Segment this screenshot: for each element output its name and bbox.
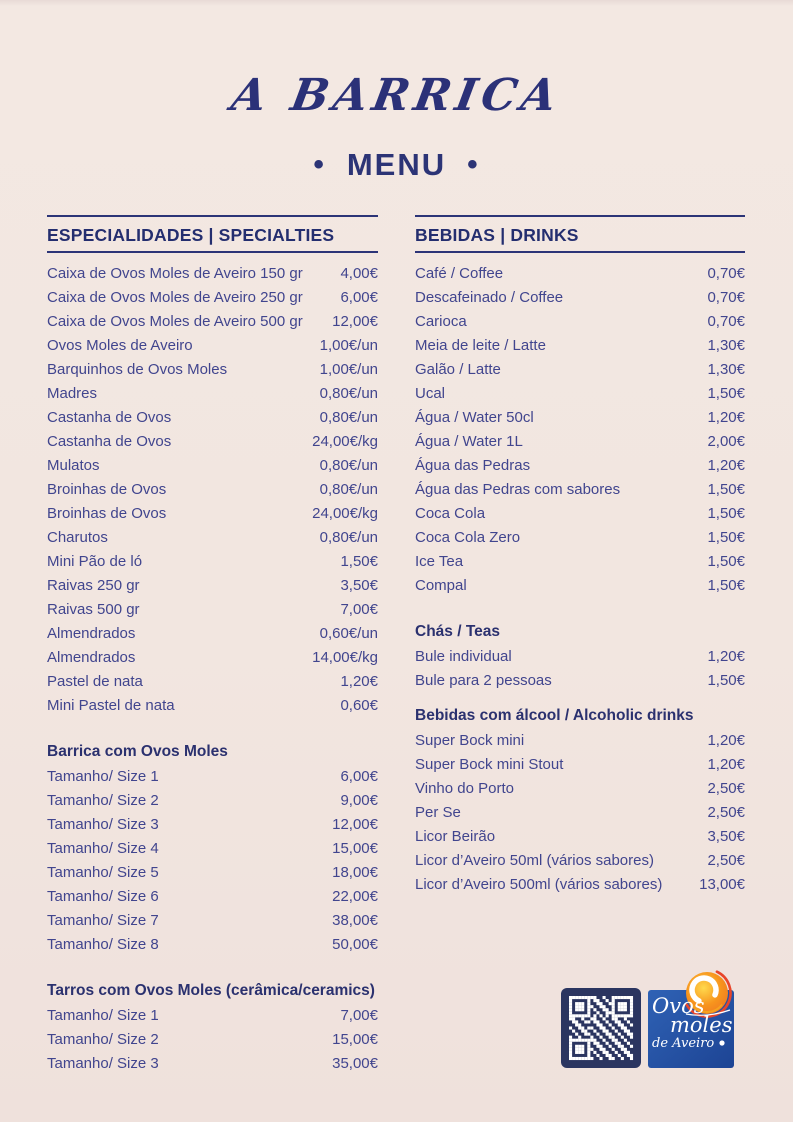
menu-item-row [415, 848, 745, 872]
item-name: Mini Pastel de nata [47, 696, 175, 714]
item-name: Tamanho/ Size 6 [47, 887, 159, 905]
item-price: 7,00€ [340, 1006, 378, 1024]
menu-item-row [415, 728, 745, 752]
item-price: 0,80€/un [319, 528, 378, 546]
item-price: 4,00€ [340, 264, 378, 282]
menu-item-row [47, 357, 378, 381]
menu-label: MENU [346, 147, 447, 182]
drinks-header: BEBIDAS | DRINKS [415, 225, 579, 245]
item-price: 0,70€ [707, 288, 745, 306]
item-name: Meia de leite / Latte [415, 336, 546, 354]
item-name: Mini Pão de ló [47, 552, 143, 570]
item-price: 0,80€/un [319, 456, 378, 474]
menu-item-row [415, 405, 745, 429]
item-price: 1,50€ [707, 671, 745, 689]
item-price: 1,20€ [707, 755, 745, 773]
menu-item-row [47, 597, 378, 621]
qr-code [561, 988, 641, 1068]
section-subheader: Tarros com Ovos Moles (cerâmica/ceramics) [47, 982, 375, 999]
item-name: Raivas 500 gr [47, 600, 140, 618]
item-price: 1,50€ [707, 528, 745, 546]
menu-item-row [47, 764, 378, 788]
section-subheader: Chás / Teas [415, 623, 501, 640]
item-price: 24,00€/kg [312, 432, 378, 450]
specialties-header: ESPECIALIDADES | SPECIALTIES [47, 225, 335, 245]
item-price: 1,50€ [707, 576, 745, 594]
item-price: 1,50€ [707, 480, 745, 498]
item-price: 1,50€ [707, 384, 745, 402]
menu-item-row [47, 477, 378, 501]
item-name: Raivas 250 gr [47, 576, 140, 594]
item-name: Almendrados [47, 648, 136, 666]
item-price: 1,20€ [707, 408, 745, 426]
item-price: 1,50€ [707, 552, 745, 570]
menu-item-row [47, 573, 378, 597]
menu-item-row [415, 549, 745, 573]
logo-line2: moles [670, 1013, 733, 1037]
item-price: 13,00€ [699, 875, 745, 893]
logo-line1: Ovos [652, 994, 705, 1018]
menu-item-row [47, 1003, 378, 1027]
divider [415, 251, 745, 253]
item-price: 0,60€ [340, 696, 378, 714]
item-price: 0,80€/un [319, 384, 378, 402]
menu-item-row [415, 381, 745, 405]
item-name: Licor Beirão [415, 827, 496, 845]
item-name: Tamanho/ Size 8 [47, 935, 159, 953]
item-price: 7,00€ [340, 600, 378, 618]
item-price: 35,00€ [332, 1054, 378, 1072]
menu-item-row [47, 645, 378, 669]
item-name: Descafeinado / Coffee [415, 288, 564, 306]
item-name: Ice Tea [415, 552, 464, 570]
logo-line3: de Aveiro [652, 1036, 715, 1051]
menu-item-row [47, 836, 378, 860]
item-name: Almendrados [47, 624, 136, 642]
item-price: 0,80€/un [319, 480, 378, 498]
item-name: Ovos Moles de Aveiro [47, 336, 193, 354]
item-price: 24,00€/kg [312, 504, 378, 522]
item-price: 50,00€ [332, 935, 378, 953]
item-name: Caixa de Ovos Moles de Aveiro 500 gr [47, 312, 303, 330]
menu-item-row [415, 453, 745, 477]
item-name: Café / Coffee [415, 264, 504, 282]
item-price: 3,50€ [707, 827, 745, 845]
menu-item-row [47, 1051, 378, 1075]
item-price: 2,00€ [707, 432, 745, 450]
menu-section [415, 261, 745, 597]
menu-item-row [415, 800, 745, 824]
item-name: Barquinhos de Ovos Moles [47, 360, 228, 378]
menu-item-row [47, 669, 378, 693]
ovos-moles-de-aveiro-logo [645, 969, 749, 1072]
section-subheader: Bebidas com álcool / Alcoholic drinks [415, 707, 694, 724]
item-name: Coca Cola Zero [415, 528, 521, 546]
item-price: 15,00€ [332, 1030, 378, 1048]
menu-item-row [415, 357, 745, 381]
item-name: Tamanho/ Size 4 [47, 839, 159, 857]
menu-item-row [47, 693, 378, 717]
item-name: Compal [415, 576, 467, 594]
item-name: Caixa de Ovos Moles de Aveiro 150 gr [47, 264, 303, 282]
item-name: Tamanho/ Size 1 [47, 1006, 159, 1024]
item-name: Água das Pedras com sabores [415, 480, 621, 498]
item-price: 1,30€ [707, 336, 745, 354]
menu-item-row [47, 381, 378, 405]
item-name: Bule individual [415, 647, 512, 665]
item-price: 6,00€ [340, 288, 378, 306]
menu-section [415, 620, 745, 692]
menu-item-row [47, 860, 378, 884]
item-name: Charutos [47, 528, 108, 546]
specialties-column [47, 215, 378, 1075]
item-name: Tamanho/ Size 3 [47, 815, 159, 833]
menu-section [47, 740, 378, 956]
menu-item-row [47, 884, 378, 908]
item-price: 0,70€ [707, 264, 745, 282]
item-name: Licor d’Aveiro 50ml (vários sabores) [415, 851, 654, 869]
menu-section [47, 261, 378, 717]
item-price: 1,00€/un [319, 360, 378, 378]
menu-item-row [47, 621, 378, 645]
menu-item-row [47, 285, 378, 309]
item-name: Água / Water 50cl [415, 408, 534, 426]
item-name: Galão / Latte [415, 360, 501, 378]
item-name: Super Bock mini [415, 731, 525, 749]
menu-item-row [47, 812, 378, 836]
item-price: 2,50€ [707, 803, 745, 821]
item-price: 1,50€ [707, 504, 745, 522]
menu-item-row [47, 932, 378, 956]
menu-item-row [47, 501, 378, 525]
item-price: 0,60€/un [319, 624, 378, 642]
drinks-section-list [415, 261, 745, 896]
divider [415, 215, 745, 217]
item-price: 1,20€ [707, 456, 745, 474]
menu-item-row [415, 752, 745, 776]
menu-item-row [415, 668, 745, 692]
item-name: Água das Pedras [415, 456, 531, 474]
logo-dot-icon [719, 1040, 724, 1045]
item-name: Vinho do Porto [415, 779, 514, 797]
menu-item-row [47, 429, 378, 453]
page-title: A BARRICA [227, 70, 566, 121]
item-name: Castanha de Ovos [47, 408, 172, 426]
menu-item-row [47, 309, 378, 333]
menu-item-row [47, 333, 378, 357]
item-price: 12,00€ [332, 312, 378, 330]
item-price: 38,00€ [332, 911, 378, 929]
item-price: 1,00€/un [319, 336, 378, 354]
item-price: 1,30€ [707, 360, 745, 378]
item-price: 18,00€ [332, 863, 378, 881]
item-name: Tamanho/ Size 7 [47, 911, 159, 929]
item-price: 14,00€/kg [312, 648, 378, 666]
item-price: 0,80€/un [319, 408, 378, 426]
menu-item-row [47, 1027, 378, 1051]
item-name: Tamanho/ Size 2 [47, 1030, 159, 1048]
menu-item-row [415, 501, 745, 525]
item-name: Ucal [415, 384, 446, 402]
item-price: 3,50€ [340, 576, 378, 594]
item-price: 1,20€ [707, 647, 745, 665]
item-name: Tamanho/ Size 3 [47, 1054, 159, 1072]
item-price: 6,00€ [340, 767, 378, 785]
menu-item-row [47, 261, 378, 285]
menu-item-row [415, 309, 745, 333]
bullet-icon: • [313, 148, 326, 181]
item-name: Coca Cola [415, 504, 486, 522]
item-name: Super Bock mini Stout [415, 755, 564, 773]
menu-item-row [415, 477, 745, 501]
item-name: Broinhas de Ovos [47, 480, 167, 498]
item-name: Tamanho/ Size 2 [47, 791, 159, 809]
item-name: Mulatos [47, 456, 100, 474]
item-price: 0,70€ [707, 312, 745, 330]
menu-item-row [47, 525, 378, 549]
menu-item-row [47, 788, 378, 812]
drinks-column [415, 215, 745, 896]
item-price: 1,20€ [707, 731, 745, 749]
item-price: 12,00€ [332, 815, 378, 833]
divider [47, 215, 378, 217]
item-name: Bule para 2 pessoas [415, 671, 552, 689]
menu-item-row [415, 872, 745, 896]
menu-item-row [47, 453, 378, 477]
item-name: Água / Water 1L [415, 432, 523, 450]
menu-section [47, 979, 378, 1075]
item-price: 1,20€ [340, 672, 378, 690]
menu-section [415, 704, 745, 896]
menu-item-row [415, 644, 745, 668]
menu-item-row [415, 573, 745, 597]
menu-item-row [415, 333, 745, 357]
item-price: 2,50€ [707, 851, 745, 869]
menu-item-row [415, 824, 745, 848]
item-name: Tamanho/ Size 5 [47, 863, 159, 881]
item-name: Pastel de nata [47, 672, 143, 690]
section-subheader: Barrica com Ovos Moles [47, 743, 228, 760]
item-name: Carioca [415, 312, 467, 330]
menu-item-row [415, 285, 745, 309]
bullet-icon: • [467, 148, 480, 181]
menu-item-row [47, 908, 378, 932]
item-name: Caixa de Ovos Moles de Aveiro 250 gr [47, 288, 303, 306]
item-name: Tamanho/ Size 1 [47, 767, 159, 785]
item-name: Castanha de Ovos [47, 432, 172, 450]
item-price: 2,50€ [707, 779, 745, 797]
item-name: Licor d’Aveiro 500ml (vários sabores) [415, 875, 663, 893]
menu-subtitle [0, 147, 793, 183]
menu-item-row [415, 525, 745, 549]
item-price: 15,00€ [332, 839, 378, 857]
menu-item-row [415, 261, 745, 285]
menu-item-row [415, 776, 745, 800]
item-price: 22,00€ [332, 887, 378, 905]
menu-item-row [47, 549, 378, 573]
menu-item-row [415, 429, 745, 453]
specialties-section-list [47, 261, 378, 1075]
divider [47, 251, 378, 253]
item-price: 9,00€ [340, 791, 378, 809]
item-price: 1,50€ [340, 552, 378, 570]
menu-item-row [47, 405, 378, 429]
item-name: Madres [47, 384, 98, 402]
item-name: Per Se [415, 803, 461, 821]
item-name: Broinhas de Ovos [47, 504, 167, 522]
